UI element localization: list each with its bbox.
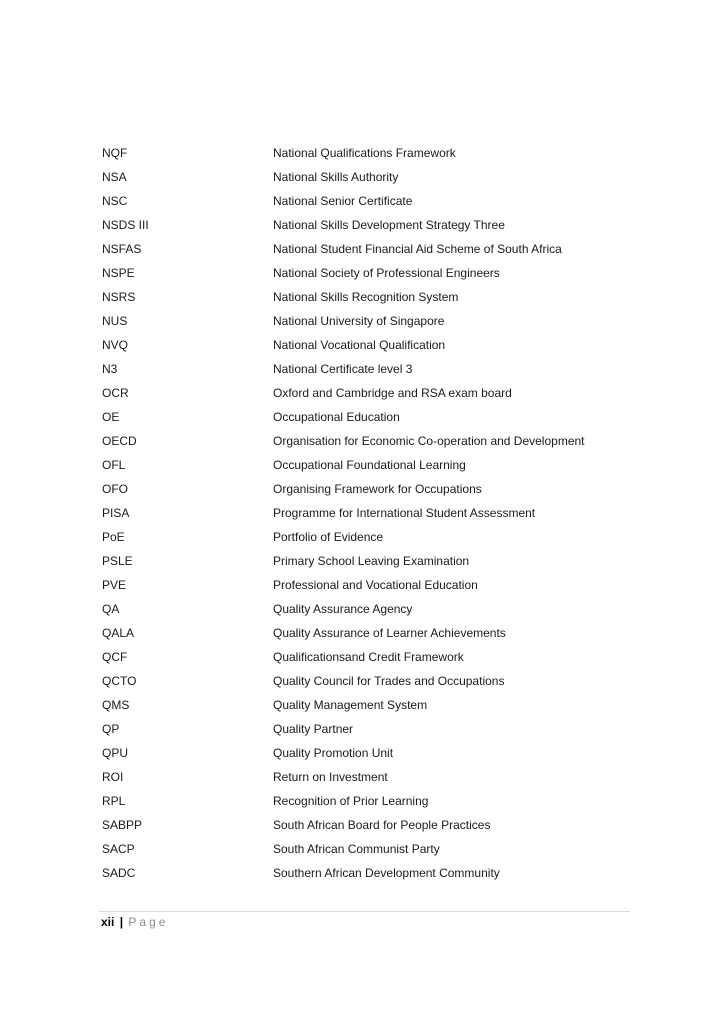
abbreviation-definition: National Society of Professional Engineers xyxy=(273,266,500,280)
abbreviation-row xyxy=(102,791,622,815)
abbreviation-definition: Southern African Development Community xyxy=(273,866,500,880)
abbreviation-definition: National Skills Authority xyxy=(273,170,399,184)
page-footer xyxy=(101,913,168,931)
abbreviation-definition: Return on Investment xyxy=(273,770,388,784)
abbreviation-row xyxy=(102,407,622,431)
abbreviation-term: OFO xyxy=(102,482,128,496)
abbreviation-definition: Oxford and Cambridge and RSA exam board xyxy=(273,386,512,400)
abbreviation-row xyxy=(102,215,622,239)
abbreviation-row xyxy=(102,359,622,383)
abbreviation-term: OECD xyxy=(102,434,137,448)
abbreviation-definition: National Qualifications Framework xyxy=(273,146,456,160)
abbreviation-term: QCTO xyxy=(102,674,137,688)
abbreviation-definition: South African Communist Party xyxy=(273,842,440,856)
abbreviation-definition: Quality Council for Trades and Occupations xyxy=(273,674,505,688)
abbreviation-term: SABPP xyxy=(102,818,143,832)
abbreviation-term: QCF xyxy=(102,650,128,664)
abbreviation-term: SACP xyxy=(102,842,135,856)
abbreviation-definition: Portfolio of Evidence xyxy=(273,530,384,544)
abbreviation-row xyxy=(102,311,622,335)
abbreviation-list xyxy=(102,143,622,887)
abbreviation-row xyxy=(102,191,622,215)
abbreviation-row xyxy=(102,839,622,863)
abbreviation-row xyxy=(102,647,622,671)
page-number: xii xyxy=(101,915,115,929)
abbreviation-definition: National Skills Recognition System xyxy=(273,290,459,304)
abbreviation-term: N3 xyxy=(102,362,118,376)
abbreviation-row xyxy=(102,263,622,287)
footer-separator: | xyxy=(119,915,124,929)
abbreviation-term: NSDS III xyxy=(102,218,149,232)
abbreviation-row xyxy=(102,383,622,407)
abbreviation-row xyxy=(102,743,622,767)
abbreviation-term: ROI xyxy=(102,770,124,784)
abbreviation-row xyxy=(102,527,622,551)
abbreviation-row xyxy=(102,335,622,359)
abbreviation-definition: National University of Singapore xyxy=(273,314,445,328)
footer-divider xyxy=(99,911,630,912)
abbreviation-row xyxy=(102,503,622,527)
abbreviation-row xyxy=(102,671,622,695)
abbreviation-term: PoE xyxy=(102,530,125,544)
abbreviation-definition: National Certificate level 3 xyxy=(273,362,413,376)
abbreviation-term: NSC xyxy=(102,194,128,208)
abbreviation-term: NSRS xyxy=(102,290,136,304)
abbreviation-term: QP xyxy=(102,722,120,736)
abbreviation-term: OFL xyxy=(102,458,126,472)
page-label: Page xyxy=(128,915,169,929)
abbreviation-row xyxy=(102,479,622,503)
abbreviation-definition: National Senior Certificate xyxy=(273,194,413,208)
abbreviation-row xyxy=(102,719,622,743)
abbreviation-term: QPU xyxy=(102,746,129,760)
abbreviation-row xyxy=(102,143,622,167)
abbreviation-term: QMS xyxy=(102,698,130,712)
abbreviation-term: PVE xyxy=(102,578,127,592)
abbreviation-definition: Organising Framework for Occupations xyxy=(273,482,482,496)
abbreviation-definition: Occupational Foundational Learning xyxy=(273,458,466,472)
abbreviation-row xyxy=(102,623,622,647)
abbreviation-row xyxy=(102,767,622,791)
abbreviation-term: PSLE xyxy=(102,554,133,568)
abbreviation-row xyxy=(102,455,622,479)
abbreviation-definition: Quality Assurance of Learner Achievements xyxy=(273,626,506,640)
abbreviation-row xyxy=(102,695,622,719)
abbreviation-definition: Primary School Leaving Examination xyxy=(273,554,470,568)
abbreviation-definition: National Skills Development Strategy Three xyxy=(273,218,505,232)
abbreviation-definition: Professional and Vocational Education xyxy=(273,578,478,592)
abbreviation-definition: National Student Financial Aid Scheme of South Africa xyxy=(273,242,562,256)
abbreviation-row xyxy=(102,551,622,575)
abbreviation-term: NSA xyxy=(102,170,127,184)
abbreviation-definition: Programme for International Student Assessment xyxy=(273,506,536,520)
abbreviation-definition: National Vocational Qualification xyxy=(273,338,446,352)
abbreviation-row xyxy=(102,239,622,263)
abbreviation-row xyxy=(102,287,622,311)
abbreviation-row xyxy=(102,599,622,623)
abbreviation-term: NQF xyxy=(102,146,128,160)
abbreviation-row xyxy=(102,815,622,839)
abbreviation-row xyxy=(102,431,622,455)
abbreviation-term: NSPE xyxy=(102,266,135,280)
abbreviation-definition: Quality Promotion Unit xyxy=(273,746,394,760)
abbreviation-term: PISA xyxy=(102,506,130,520)
abbreviation-definition: Quality Management System xyxy=(273,698,428,712)
abbreviation-row xyxy=(102,863,622,887)
abbreviation-definition: Qualificationsand Credit Framework xyxy=(273,650,464,664)
abbreviation-definition: Quality Partner xyxy=(273,722,354,736)
abbreviation-definition: Recognition of Prior Learning xyxy=(273,794,429,808)
abbreviation-definition: Organisation for Economic Co-operation and Development xyxy=(273,434,585,448)
abbreviation-term: QA xyxy=(102,602,120,616)
abbreviation-term: SADC xyxy=(102,866,136,880)
abbreviation-row xyxy=(102,575,622,599)
abbreviation-term: NVQ xyxy=(102,338,129,352)
abbreviation-definition: Occupational Education xyxy=(273,410,400,424)
abbreviation-definition: South African Board for People Practices xyxy=(273,818,491,832)
abbreviation-definition: Quality Assurance Agency xyxy=(273,602,413,616)
abbreviation-term: OCR xyxy=(102,386,129,400)
abbreviation-term: RPL xyxy=(102,794,126,808)
abbreviation-term: QALA xyxy=(102,626,135,640)
abbreviation-term: NUS xyxy=(102,314,128,328)
abbreviation-term: NSFAS xyxy=(102,242,142,256)
abbreviation-term: OE xyxy=(102,410,120,424)
abbreviation-row xyxy=(102,167,622,191)
